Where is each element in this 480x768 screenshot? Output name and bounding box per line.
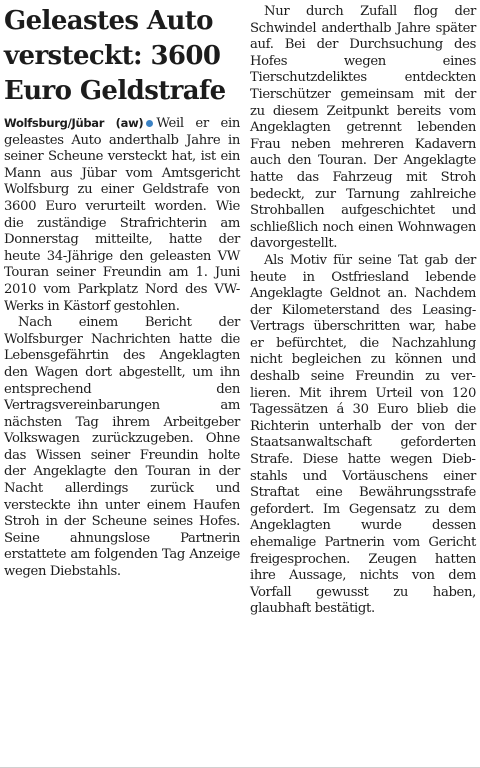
bullet-dot-icon bbox=[146, 120, 153, 127]
article-paragraph-1 bbox=[4, 115, 240, 315]
article-paragraph-3: Nur durch Zufall flog der Schwindel anderthalb Jahre später auf. Bei der Durchsuchung des Hofes wegen eines Tierschutzdeliktes entdeckten Tierschützer gemeinsam mit der zu diesem Zeitpunkt bereits vom Angeklagten getrennt lebenden Frau neben mehreren Kadavern auch den Touran. Der Angeklagte hatte das Fahrzeug mit Stroh bedeckt, zur Tarnung zahlreiche Strohballen aufgeschichtet und schließlich noch einen Wohnwagen davorgestellt. bbox=[250, 4, 476, 252]
article-headline: Geleastes Auto versteckt: 3600 Euro Geldstrafe bbox=[4, 6, 226, 106]
right-column bbox=[250, 4, 476, 618]
left-column bbox=[4, 4, 240, 581]
paragraph-1-text: Weil er ein geleastes Auto anderthalb Jahre in seiner Scheune versteckt hat, ist ein Mann aus Jübar vom Amtsgericht Wolfsburg zu einer Geldstrafe von 3600 Euro verurteilt worden. Wie die zuständige Strafrichterin am Donnerstag mitteilte, hatte der heute 34-Jährige den geleasten VW Touran seiner Freundin am 1. Juni 2010 vom Parkplatz Nord des VW-Werks in Kästorf gestohlen. bbox=[4, 116, 240, 314]
article-paragraph-4: Als Motiv für seine Tat gab der heute in Ostfriesland lebende Angeklagte Geldnot an. Nachdem der Kilometerstand des Leasing-Vertrags überschritten war, habe er befürchtet, die Nachzahlung nicht begleichen zu können und deshalb seine Freundin zu verlieren. Mit ihrem Urteil von 120 Tagessätzen á 30 Euro blieb die Richterin unterhalb der von der Staatsanwaltschaft geforderten Strafe. Diese hatte wegen Diebstahls und Vortäuschens einer Straftat eine Bewährungsstrafe gefordert. Im Gegensatz zu dem Angeklagten wurde dessen ehemalige Partnerin vom Gericht freigesprochen. Zeugen hatten ihre Aussage, nichts von dem Vorfall gewusst zu haben, glaubhaft bestätigt. bbox=[250, 252, 476, 617]
article-paragraph-2: Nach einem Bericht der Wolfsburger Nachrichten hatte die Lebensgefährtin des Angeklagten den Wagen dort abgestellt, um ihn entsprechend den Vertragsvereinbarungen am nächsten Tag ihrem Arbeitgeber Volkswagen zurückzugeben. Ohne das Wissen seiner Freundin holte der Angeklagte den Touran in der Nacht allerdings zurück und versteckte ihn unter einem Haufen Stroh in der Scheune seines Hofes. Seine ahnungslose Partnerin erstattete am folgenden Tag Anzeige wegen Diebstahls. bbox=[4, 315, 240, 580]
article-dateline: Wolfsburg/Jübar (aw) bbox=[4, 116, 144, 130]
